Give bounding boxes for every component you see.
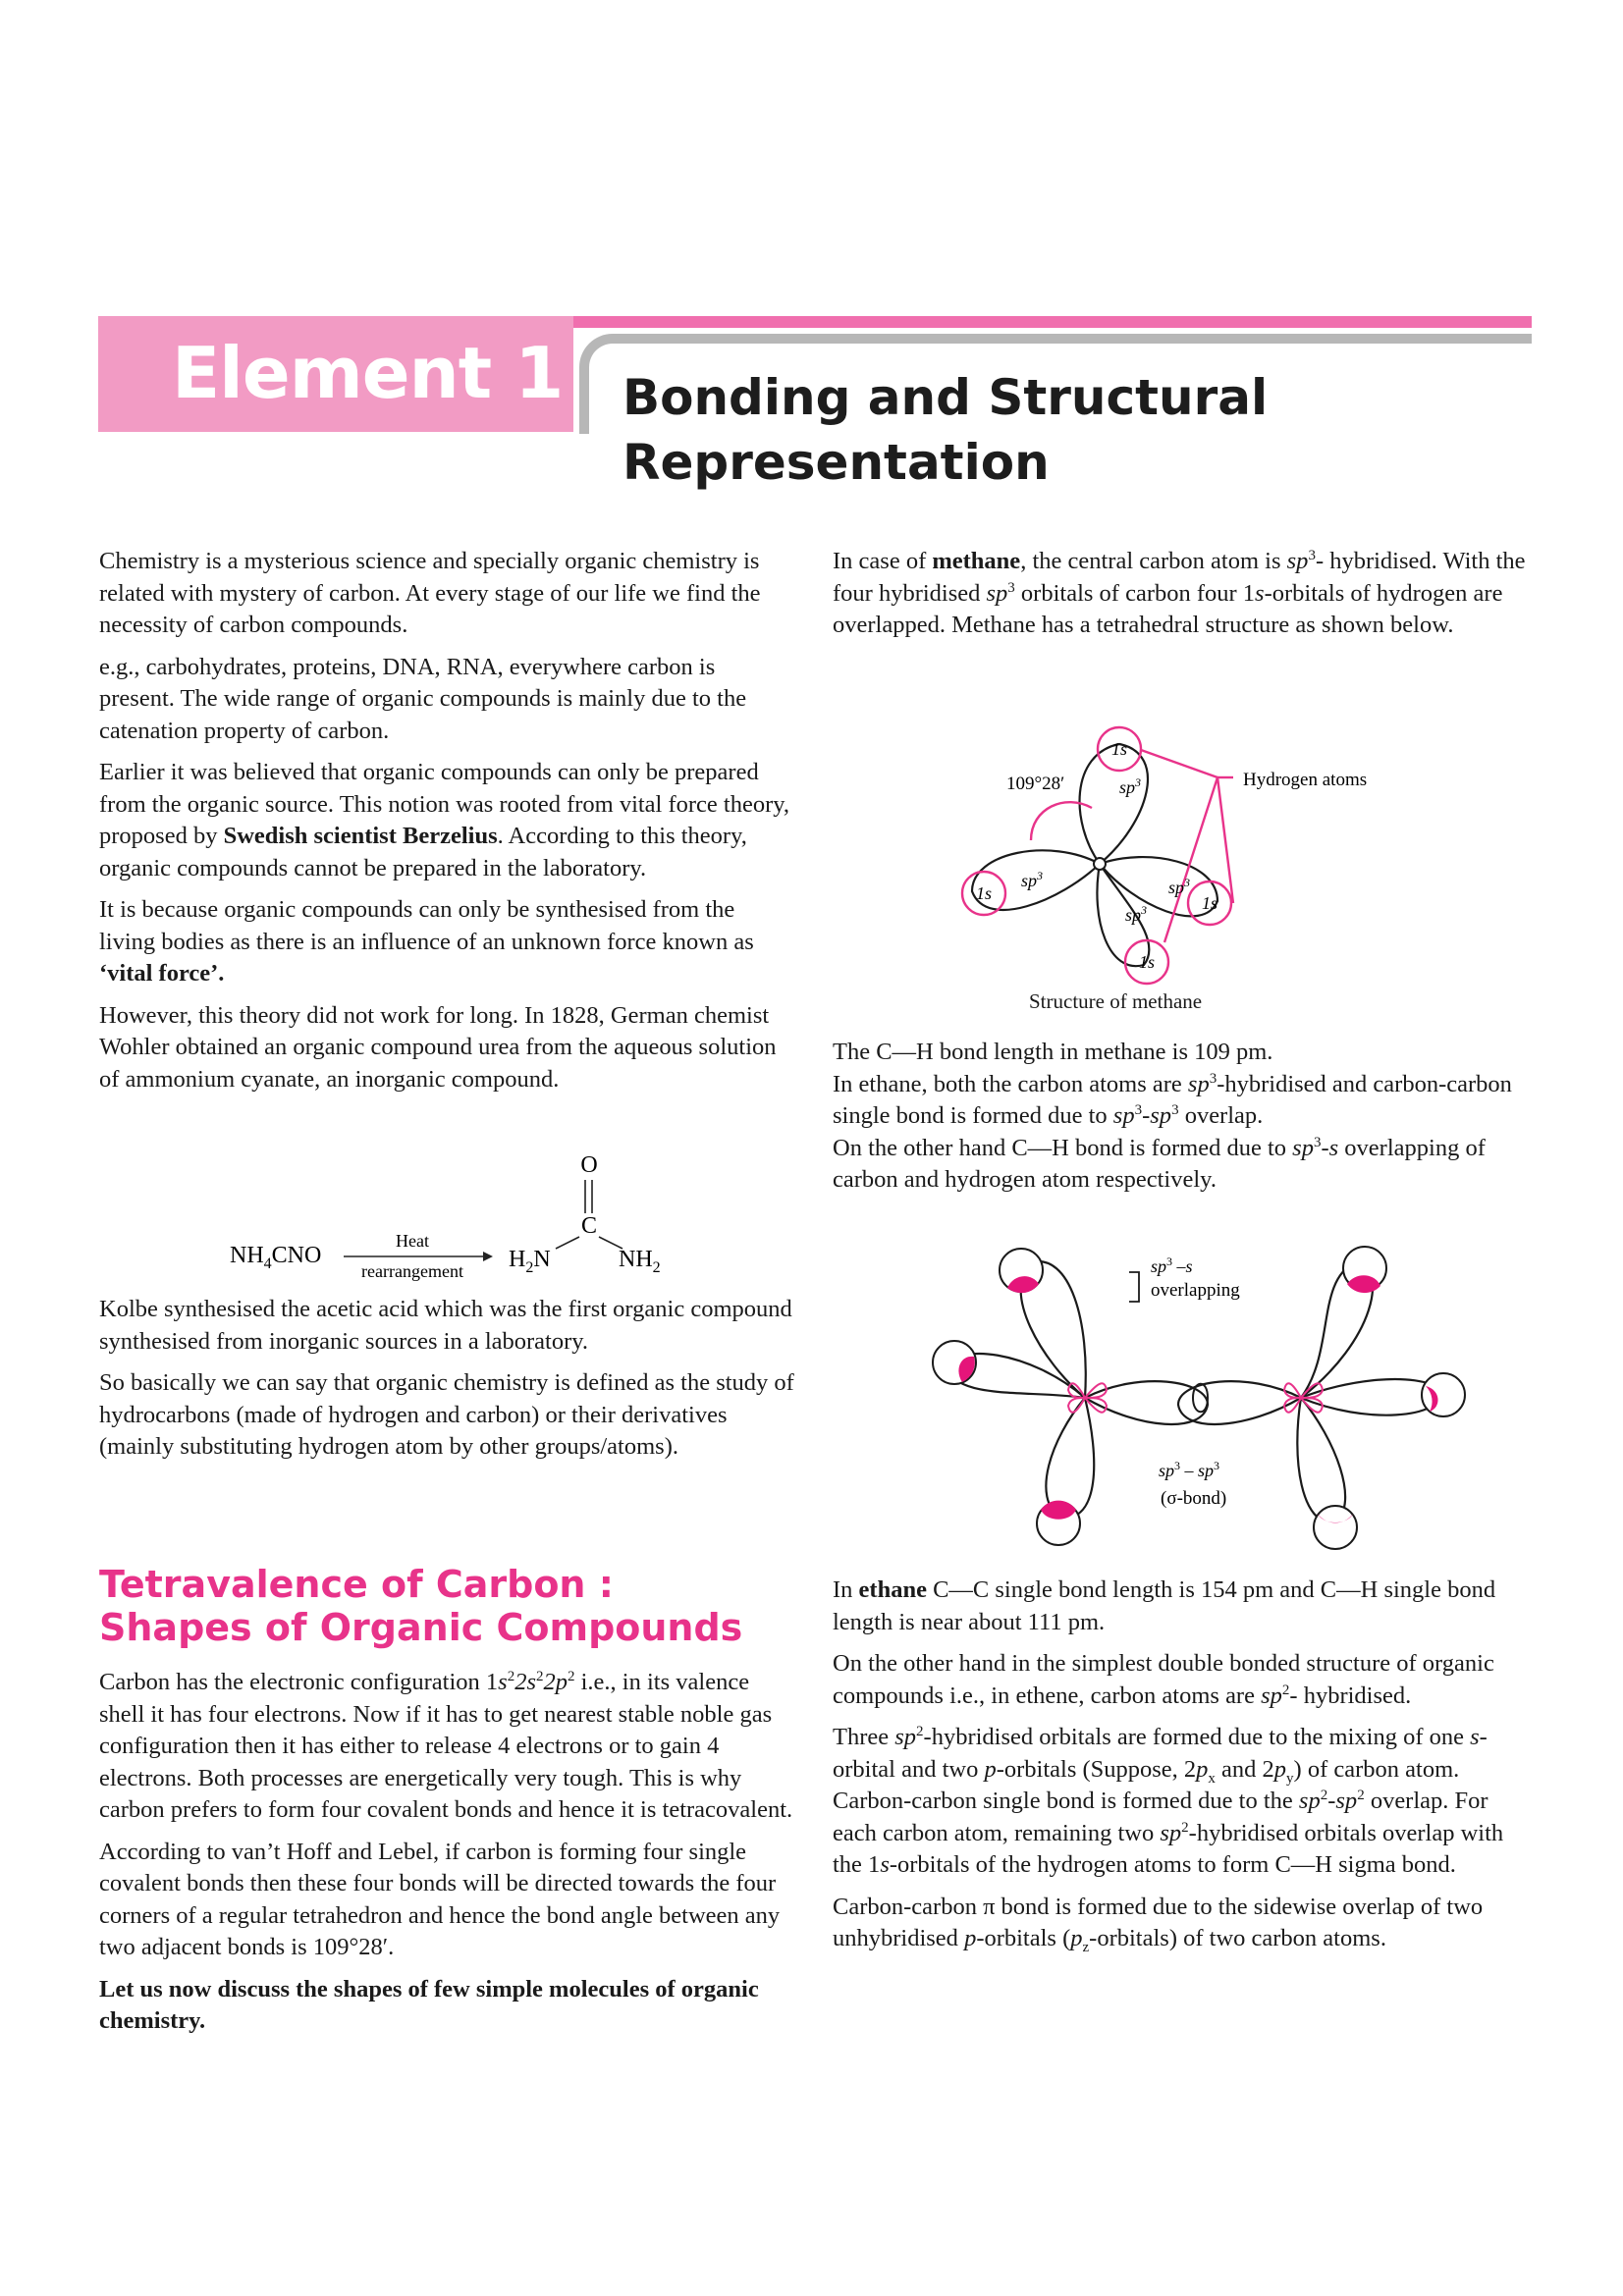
sp3-label: $sp^3$ — [1021, 869, 1044, 890]
paragraph: Carbon has the electronic configuration $1s^22s^22p^2$ i.e., in its valence shell it has four electrons. Now if it has to get nearest stable noble gas configuration then it has either to release 4 electrons or to gain 4 electrons. Both processes are energetically very tough. This is why carbon prefers to form four covalent bonds and hence it is tetracovalent. — [99, 1668, 793, 1823]
bond-angle-arc — [1031, 802, 1092, 840]
sigma-label-top: $sp^3 - sp^3$ — [1159, 1459, 1220, 1480]
paragraph: e.g., carbohydrates, proteins, DNA, RNA, everywhere carbon is present. The wide range of organic compounds is mainly due to the catenation property of carbon. — [99, 653, 747, 744]
right-column-lower — [833, 1575, 1530, 1965]
left-lobe-right — [1085, 1381, 1208, 1424]
svg-text:1s: 1s — [1201, 893, 1218, 913]
reactant-formula: $NH_4CNO$ — [230, 1243, 322, 1272]
hydrogen-atoms-label: Hydrogen atoms — [1243, 770, 1368, 790]
overlap-label-top: $sp^3$ –s — [1151, 1255, 1193, 1276]
paragraph: In ethane, both the carbon atoms are $sp^3$-hybridised and carbon-carbon single bond is formed due to $sp^3-sp^3$ overlap. — [833, 1070, 1512, 1129]
section-heading — [99, 1563, 806, 1649]
paragraph: Let us now discuss the shapes of few simple molecules of organic chemistry. — [99, 1975, 759, 2034]
paragraph: So basically we can say that organic chemistry is defined as the study of hydrocarbons (made of hydrogen and carbon) or their derivatives (mainly substituting hydrogen atom by other groups/atoms). — [99, 1369, 794, 1460]
arrow-label-bottom: rearrangement — [361, 1261, 463, 1281]
paragraph: Three $sp^2$-hybridised orbitals are formed due to the mixing of one s-orbital and two p-orbitals (Suppose, $2p_x$ and $2p_y$) of carbon atom. Carbon-carbon single bond is formed due to the $sp^2-sp^2$ overlap. For each carbon atom, remaining two $sp^2$-hybridised orbitals overlap with the 1s-orbitals of the hydrogen atoms to form C—H sigma bond. — [833, 1723, 1504, 1878]
paragraph: Kolbe synthesised the acetic acid which was the first organic compound synthesised from inorganic sources in a laboratory. — [99, 1296, 792, 1355]
left-column-lower — [99, 1294, 796, 1473]
right-lobe-left — [1178, 1381, 1301, 1424]
paragraph: In case of methane, the central carbon atom is $sp^3-$ hybridised. With the four hybridised $sp^3$ orbitals of carbon four 1s-orbitals of hydrogen are overlapped. Methane has a tetrahedral structure as shown below. — [833, 547, 1526, 638]
paragraph: On the other hand C—H bond is formed due to $sp^3-s$ overlapping of carbon and hydrogen atom respectively. — [833, 1134, 1486, 1193]
element-label: Element 1 — [172, 332, 564, 414]
sp3-label: $sp^3$ — [1168, 876, 1191, 897]
sp3-lobe-right — [1100, 857, 1217, 916]
left-column — [99, 546, 796, 1105]
overlap-label: overlapping — [1151, 1280, 1240, 1301]
amine-left: $H_2N$ — [509, 1247, 551, 1276]
right-column — [833, 546, 1530, 652]
carbon-nucleus — [1094, 858, 1106, 870]
section-heading-line1: Tetravalence of Carbon : — [99, 1563, 614, 1606]
chapter-title-line1: Bonding and Structural — [622, 369, 1269, 426]
sp3-label: $sp^3$ — [1119, 775, 1142, 797]
carbon-atom: C — [580, 1213, 598, 1239]
paragraph: The C—H bond length in methane is 109 pm. — [833, 1039, 1273, 1065]
paragraph: In ethane C—C single bond length is 154 pm and C—H single bond length is near about 111 pm. — [833, 1576, 1496, 1635]
svg-text:1s: 1s — [1138, 952, 1156, 972]
bond-angle-label: 109°28′ — [1006, 774, 1065, 794]
paragraph: It is because organic compounds can only be synthesised from the living bodies as there is an influence of an unknown force known as ‘vital force’. — [99, 896, 754, 987]
hydrogen-1s — [1422, 1373, 1465, 1416]
sigma-label: (σ-bond) — [1161, 1488, 1227, 1509]
right-lobe-down — [1297, 1398, 1345, 1522]
svg-text:1s: 1s — [1110, 739, 1128, 759]
overlap-bracket — [1129, 1272, 1139, 1302]
chapter-title — [622, 365, 1506, 495]
urea-reaction — [226, 1147, 717, 1294]
methane-caption: Structure of methane — [1029, 989, 1203, 1013]
oxygen-atom: O — [580, 1152, 598, 1178]
ethane-overlap-figure — [923, 1233, 1473, 1557]
paragraph: However, this theory did not work for long. In 1828, German chemist Wohler obtained an organic compound urea from the aqueous solution of ammonium cyanate, an inorganic compound. — [99, 1001, 777, 1093]
left-lobe-down — [1046, 1398, 1094, 1518]
section-heading-line2: Shapes of Organic Compounds — [99, 1606, 743, 1649]
arrow-label-top: Heat — [396, 1231, 429, 1251]
methane-structure-figure — [923, 715, 1434, 1019]
paragraph: According to van’t Hoff and Lebel, if carbon is forming four single covalent bonds then these four bonds will be directed towards the four corners of a regular tetrahedron and hence the bond angle between any two adjacent bonds is 109°28′. — [99, 1838, 781, 1960]
hydrogen-1s — [1314, 1506, 1357, 1549]
section-body — [99, 1667, 796, 2048]
amine-right: $NH_2$ — [619, 1247, 661, 1276]
paragraph: Earlier it was believed that organic compounds can only be prepared from the organic source. This notion was rooted from vital force theory, proposed by Swedish scientist Berzelius. According to this theory, organic compounds cannot be prepared in the laboratory. — [99, 759, 790, 881]
svg-text:1s: 1s — [975, 883, 993, 903]
right-column-middle — [833, 1037, 1530, 1197]
paragraph: On the other hand in the simplest double bonded structure of organic compounds i.e., in ethene, carbon atoms are $sp^2-$ hybridised. — [833, 1650, 1494, 1709]
chapter-title-line2: Representation — [622, 434, 1050, 491]
paragraph: Chemistry is a mysterious science and specially organic chemistry is related with mystery of carbon. At every stage of our life we find the necessity of carbon compounds. — [99, 548, 761, 638]
paragraph: Carbon-carbon π bond is formed due to the sidewise overlap of two unhybridised p-orbitals $(p_z-orbitals)$ of two carbon atoms. — [833, 1893, 1484, 1955]
sp3-label: $sp^3$ — [1125, 903, 1148, 925]
